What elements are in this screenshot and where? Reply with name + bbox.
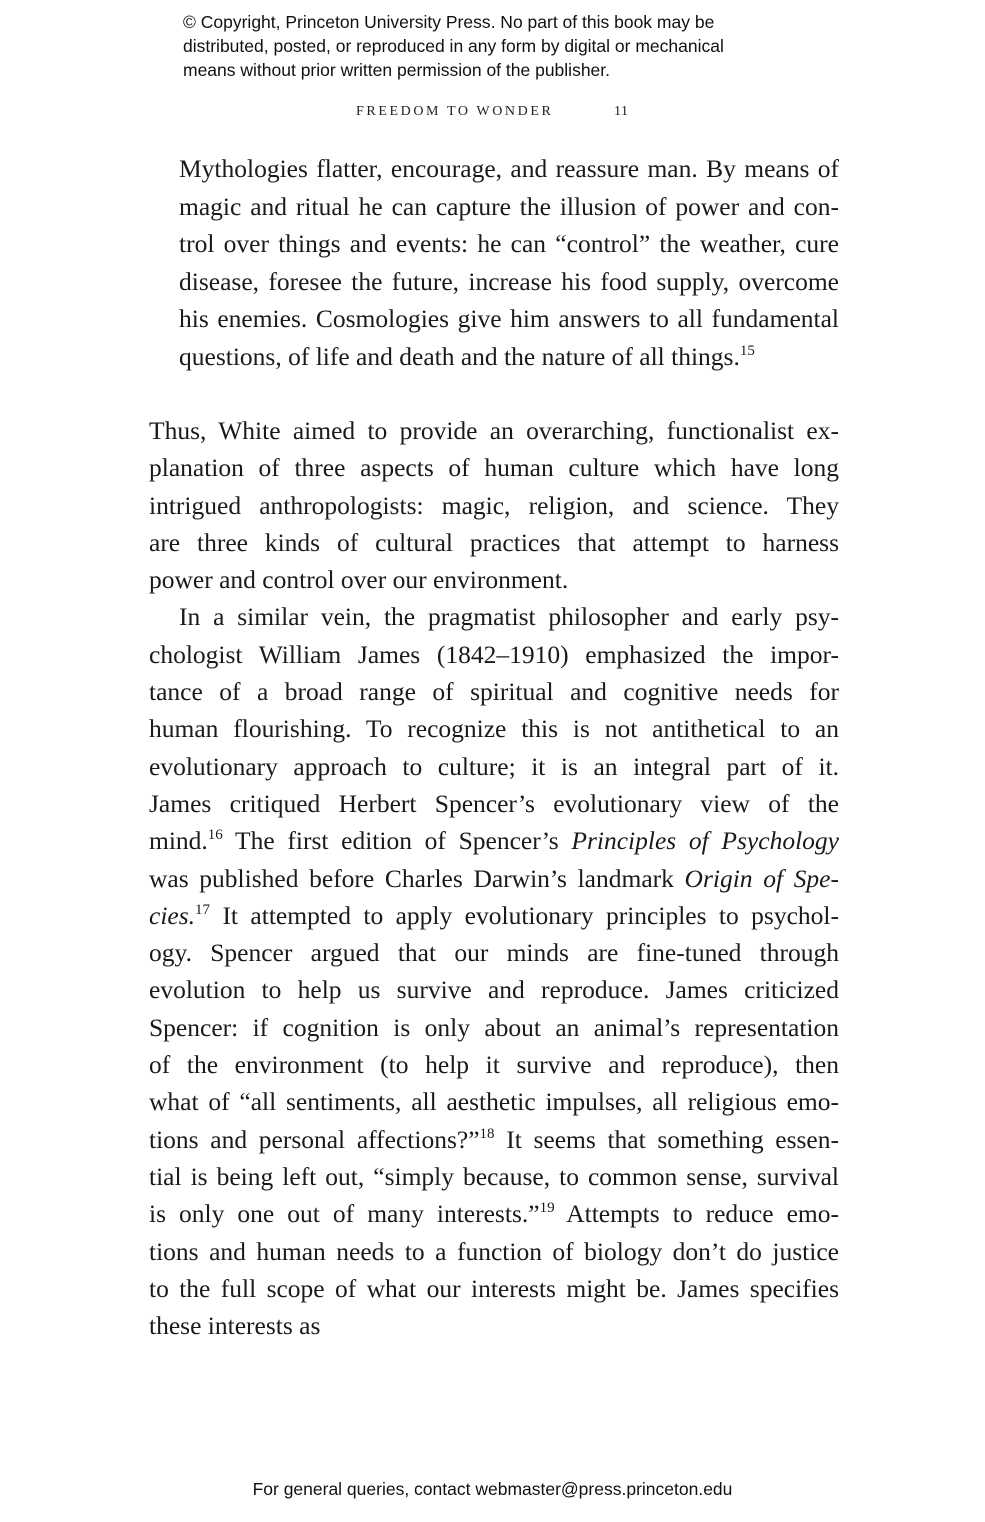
book-title-origin: Origin of Spe-: [684, 863, 839, 893]
paragraph-2-line: [149, 860, 839, 897]
paragraph-2-line: tial is being left out, “simply because, to common sense, survival: [149, 1161, 839, 1191]
text-run: is only one out of many interests.”: [149, 1199, 540, 1229]
copyright-line: © Copyright, Princeton University Press. No part of this book may be: [183, 12, 715, 32]
paragraph-2-line: [149, 1121, 839, 1158]
paragraph-2-line: tance of a broad range of spiritual and cognitive needs for: [149, 677, 839, 707]
paragraph-2-line: In a similar vein, the pragmatist philosopher and early psy-: [179, 602, 839, 632]
text-run: mind.: [149, 826, 208, 856]
quote-line-text: questions, of life and death and the nature of all things.: [179, 341, 740, 371]
text-run: The first edition of Spencer’s: [222, 826, 572, 856]
paragraph-1-line: are three kinds of cultural practices that attempt to harness: [149, 527, 839, 557]
paragraph-2-line: to the full scope of what our interests might be. James specifies: [149, 1273, 839, 1303]
copyright-notice: [183, 10, 863, 82]
text-run: It attempted to apply evolutionary principles to psychol-: [210, 900, 839, 930]
text-run: tions and personal affections?”: [149, 1124, 480, 1154]
quote-line: disease, foresee the future, increase his food supply, overcome: [179, 266, 839, 296]
paragraph-2-line: of the environment (to help it survive and reproduce), then: [149, 1050, 839, 1080]
paragraph-1-line: power and control over our environment.: [149, 565, 569, 595]
text-run: was published before Charles Darwin’s landmark: [149, 863, 685, 893]
page-number: 11: [614, 104, 629, 119]
text-run: Attempts to reduce emo-: [554, 1199, 839, 1229]
copyright-line: distributed, posted, or reproduced in any form by digital or mechanical: [183, 36, 724, 56]
contact-footer: For general queries, contact webmaster@press.princeton.edu: [252, 1479, 733, 1499]
quote-line: magic and ritual he can capture the illusion of power and con-: [179, 191, 839, 221]
quote-line: his enemies. Cosmologies give him answers to all fundamental: [179, 304, 839, 334]
quote-line: trol over things and events: he can “control” the weather, cure: [179, 229, 839, 259]
copyright-line: means without prior written permission of the publisher.: [183, 60, 611, 80]
paragraph-2-line: evolutionary approach to culture; it is an integral part of it.: [149, 751, 839, 781]
paragraph-2-line: these interests as: [149, 1311, 321, 1341]
book-title-origin-cont: cies.: [149, 900, 196, 930]
book-title-principles: Principles of Psychology: [571, 826, 839, 856]
quote-line: [179, 338, 839, 376]
paragraph-1-line: Thus, White aimed to provide an overarching, functionalist ex-: [149, 416, 839, 445]
paragraph-2-line: [149, 897, 839, 934]
block-quote: [179, 150, 839, 376]
running-head-title: FREEDOM TO WONDER: [356, 104, 554, 119]
main-text: [149, 412, 839, 1344]
paragraph-2-line: [149, 1195, 839, 1232]
paragraph-2-line: [149, 822, 839, 859]
paragraph-2-line: human flourishing. To recognize this is not antithetical to an: [149, 714, 839, 744]
quote-line: Mythologies flatter, encourage, and reassure man. By means of: [179, 154, 839, 183]
footnote-ref-19[interactable]: 19: [539, 1200, 555, 1217]
paragraph-1-line: planation of three aspects of human culture which have long: [149, 453, 839, 483]
paragraph-2-line: tions and human needs to a function of biology don’t do justice: [149, 1236, 839, 1266]
text-run: It seems that something essen-: [494, 1124, 839, 1154]
paragraph-2-line: chologist William James (1842–1910) emphasized the impor-: [149, 639, 839, 669]
footnote-ref-18[interactable]: 18: [479, 1125, 495, 1142]
paragraph-2-line: Spencer: if cognition is only about an animal’s representation: [149, 1012, 839, 1042]
paragraph-1-line: intrigued anthropologists: magic, religion, and science. They: [149, 490, 839, 520]
paragraph-2-line: James critiqued Herbert Spencer’s evolutionary view of the: [149, 788, 839, 818]
paragraph-2-line: ogy. Spencer argued that our minds are fine-tuned through: [149, 938, 839, 968]
paragraph-2-line: evolution to help us survive and reproduce. James criticized: [149, 975, 839, 1005]
footnote-ref-17[interactable]: 17: [195, 901, 211, 918]
footnote-ref-16[interactable]: 16: [207, 827, 223, 844]
footnote-ref-15[interactable]: 15: [739, 342, 755, 359]
paragraph-2-line: what of “all sentiments, all aesthetic impulses, all religious emo-: [149, 1087, 839, 1117]
